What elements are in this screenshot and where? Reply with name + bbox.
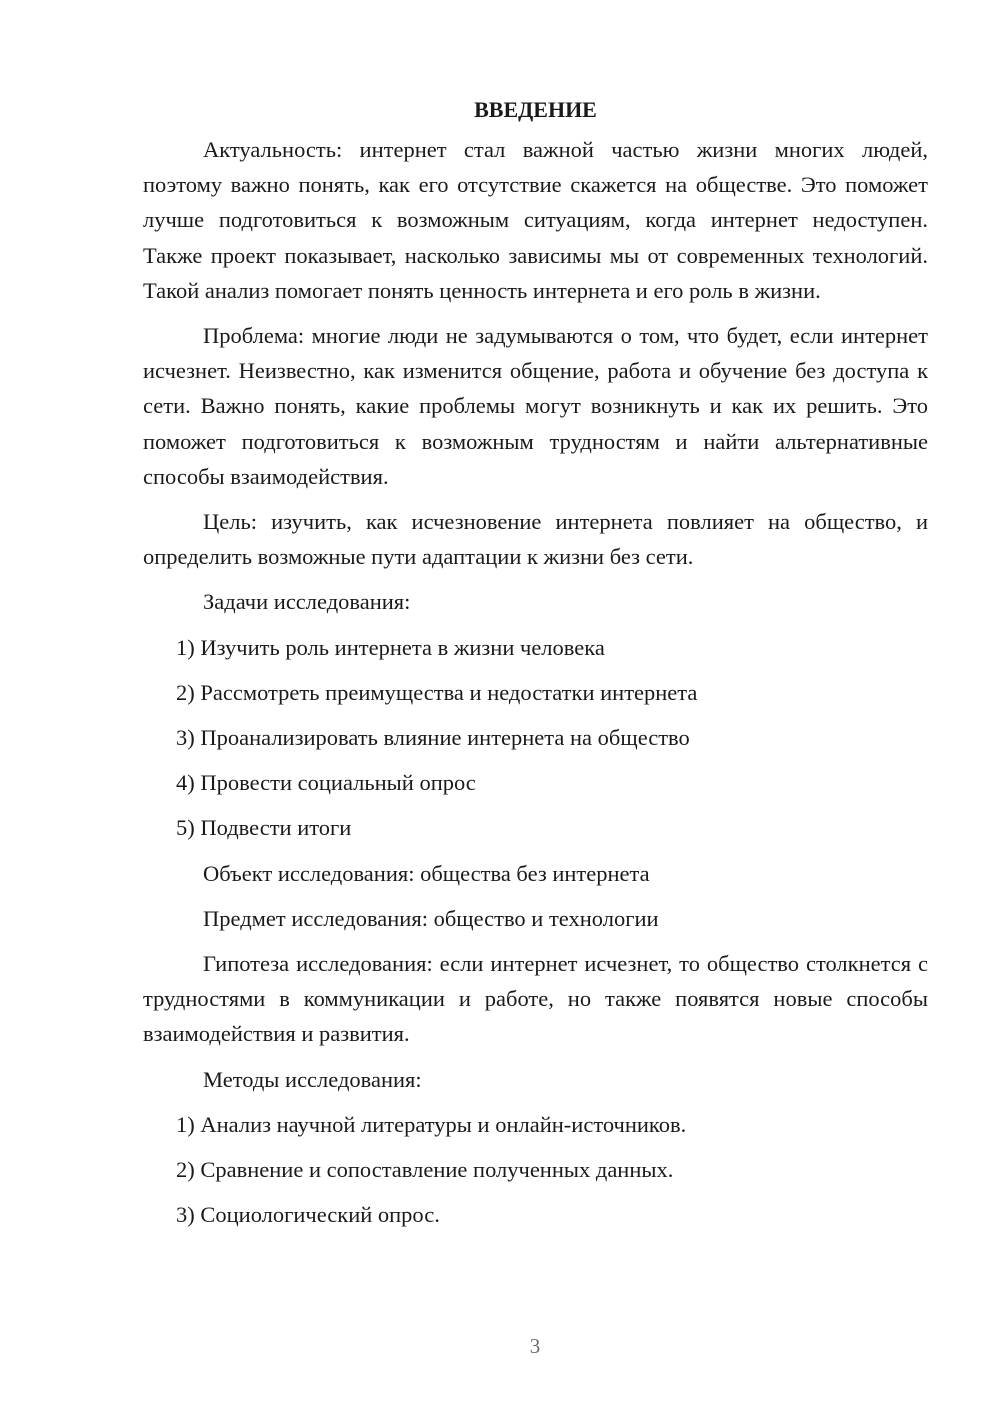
tasks-label: Задачи исследования: xyxy=(203,589,411,615)
methods-list xyxy=(143,1107,928,1233)
list-item: 2) Сравнение и сопоставление полученных данных. xyxy=(176,1157,674,1183)
list-item: 3) Проанализировать влияние интернета на общество xyxy=(176,725,690,751)
hypothesis-paragraph: Гипотеза исследования: если интернет исчезнет, то общество столкнется с трудностями в коммуникации и работе, но также появятся новые способы взаимодействия и развития. xyxy=(143,951,928,1047)
document-body xyxy=(143,94,928,1242)
goal-paragraph: Цель: изучить, как исчезновение интернета повлияет на общество, и определить возможные пути адаптации к жизни без сети. xyxy=(143,509,928,570)
relevance-paragraph: Актуальность: интернет стал важной частью жизни многих людей, поэтому важно понять, как его отсутствие скажется на обществе. Это поможет лучше подготовиться к возможным ситуациям, когда интернет недоступен. Также проект показывает, насколько зависимы мы от современных технологий. Такой анализ помогает понять ценность интернета и его роль в жизни. xyxy=(143,137,928,303)
page-number: 3 xyxy=(529,1334,541,1358)
research-object: Объект исследования: общества без интернета xyxy=(203,860,650,886)
list-item: 1) Анализ научной литературы и онлайн-источников. xyxy=(176,1111,687,1137)
page-title: ВВЕДЕНИЕ xyxy=(474,97,597,122)
list-item: 2) Рассмотреть преимущества и недостатки интернета xyxy=(176,679,698,705)
problem-paragraph: Проблема: многие люди не задумываются о том, что будет, если интернет исчезнет. Неизвестно, как изменится общение, работа и обучение без доступа к сети. Важно понять, какие проблемы могут возникнуть и как их решить. Это поможет подготовиться к возможным трудностям и найти альтернативные способы взаимодействия. xyxy=(143,323,928,489)
research-subject: Предмет исследования: общество и технологии xyxy=(203,905,659,931)
list-item: 3) Социологический опрос. xyxy=(176,1202,440,1228)
methods-label: Методы исследования: xyxy=(203,1066,422,1092)
list-item: 5) Подвести итоги xyxy=(176,815,352,841)
list-item: 1) Изучить роль интернета в жизни человека xyxy=(176,634,605,660)
list-item: 4) Провести социальный опрос xyxy=(176,770,476,796)
tasks-list xyxy=(143,630,928,846)
